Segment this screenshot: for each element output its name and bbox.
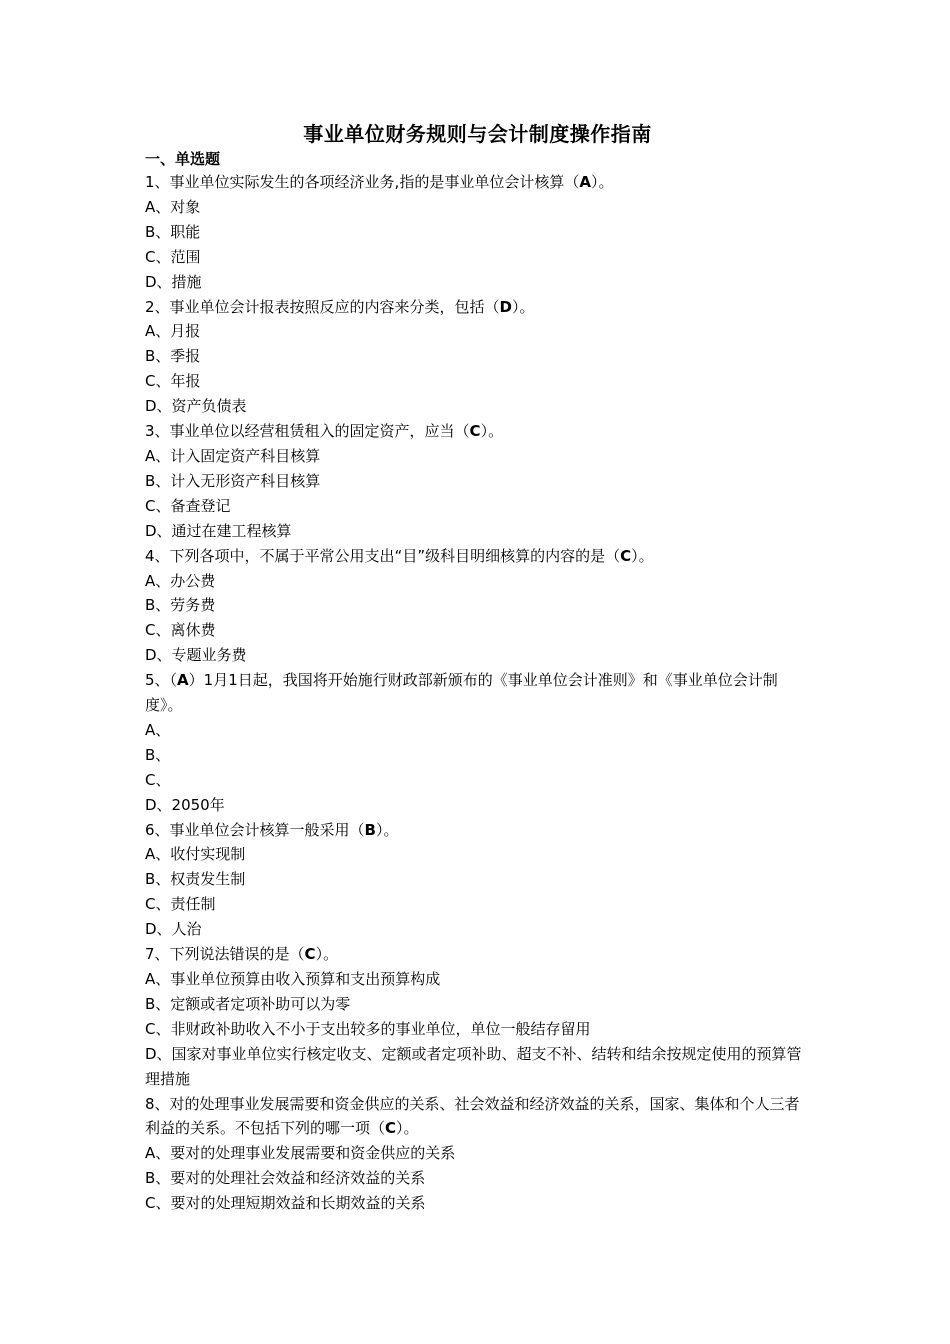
question-stem (145, 295, 810, 320)
question-stem (145, 1092, 810, 1142)
question-answer: C (304, 945, 316, 964)
question-text-end: ）。 (480, 422, 504, 441)
question-answer: B (364, 820, 376, 839)
answer-option: B、要对的处理社会效益和经济效益的关系 (145, 1169, 426, 1188)
answer-option: A、 (145, 720, 171, 739)
answer-option: D、通过在建工程核算 (145, 521, 292, 540)
question-text: 2、事业单位会计报表按照反应的内容来分类，包括（ (145, 297, 500, 316)
question-text-end: ）。 (396, 1119, 419, 1138)
question-text: 7、下列说法错误的是（ (145, 945, 305, 964)
answer-option: C、 (145, 770, 171, 789)
answer-option: B、职能 (145, 222, 201, 241)
answer-option: B、 (145, 745, 171, 764)
answer-option: C、责任制 (145, 895, 216, 914)
answer-option: A、事业单位预算由收入预算和支出预算构成 (145, 970, 441, 988)
answer-option: D、资产负债表 (145, 397, 247, 416)
answer-option: D、人治 (145, 920, 202, 939)
answer-option: C、离休费 (145, 621, 216, 640)
answer-option: D、措施 (145, 272, 202, 291)
question-text: 1、事业单位实际发生的各项经济业务,指的是事业单位会计核算（ (145, 173, 580, 191)
question-answer: A (579, 173, 591, 191)
question-text: 8、对的处理事业发展需要和资金供应的关系、社会效益和经济效益的关系，国家、集体和个人三者利益的关系。不包括下列的哪一项（ (145, 1094, 800, 1138)
answer-option: C、备查登记 (145, 496, 231, 515)
question-text-end: ）。 (315, 945, 339, 964)
question-answer: A (177, 671, 189, 690)
question-list (145, 170, 810, 1216)
answer-option: B、劳务费 (145, 596, 216, 615)
question-text: 3、事业单位以经营租赁租入的固定资产，应当（ (145, 422, 470, 441)
question-stem (145, 170, 810, 195)
question-text: 5、（ (145, 671, 178, 690)
answer-option: B、权责发生制 (145, 870, 246, 889)
answer-option: D、国家对事业单位实行核定收支、定额或者定项补助、超支不补、结转和结余按规定使用的预算管理措施 (145, 1044, 802, 1088)
answer-option: B、定额或者定项补助可以为零 (145, 994, 351, 1013)
question-text-end: ）1月1日起，我国将开始施行财政部新颁布的《事业单位会计准则》和《事业单位会计制度》。 (145, 671, 778, 715)
answer-option: C、要对的处理短期效益和长期效益的关系 (145, 1194, 426, 1213)
answer-option: C、范围 (145, 247, 201, 266)
answer-option: A、收付实现制 (145, 845, 246, 864)
answer-option: B、季报 (145, 347, 201, 366)
answer-option: C、年报 (145, 372, 201, 391)
question-text: 6、事业单位会计核算一般采用（ (145, 820, 365, 839)
question-answer: C (469, 422, 481, 441)
answer-option: D、2050年 (145, 795, 225, 814)
question-answer: D (499, 297, 512, 316)
document-title: 事业单位财务规则与会计制度操作指南 (303, 122, 652, 146)
question-text-end: ）。 (631, 546, 654, 565)
question-stem (145, 668, 810, 718)
question-stem (145, 818, 810, 843)
question-answer: C (385, 1119, 397, 1138)
question-answer: C (620, 546, 632, 565)
answer-option: A、计入固定资产科目核算 (145, 446, 321, 465)
answer-option: A、要对的处理事业发展需要和资金供应的关系 (145, 1144, 456, 1163)
question-stem (145, 942, 810, 967)
section-heading: 一、单选题 (145, 150, 221, 168)
answer-option: A、月报 (145, 322, 201, 341)
answer-option: B、计入无形资产科目核算 (145, 471, 321, 490)
question-text: 4、下列各项中，不属于平常公用支出“目”级科目明细核算的内容的是（ (145, 546, 621, 565)
question-text-end: ）。 (590, 173, 614, 191)
answer-option: D、专题业务费 (145, 646, 247, 665)
question-stem (145, 544, 810, 569)
answer-option: A、办公费 (145, 571, 216, 590)
document-page (145, 120, 810, 1216)
question-text-end: ）。 (512, 297, 535, 316)
question-text-end: ）。 (375, 820, 399, 839)
answer-option: C、非财政补助收入不小于支出较多的事业单位，单位一般结存留用 (145, 1019, 591, 1038)
answer-option: A、对象 (145, 197, 201, 216)
question-stem (145, 419, 810, 444)
